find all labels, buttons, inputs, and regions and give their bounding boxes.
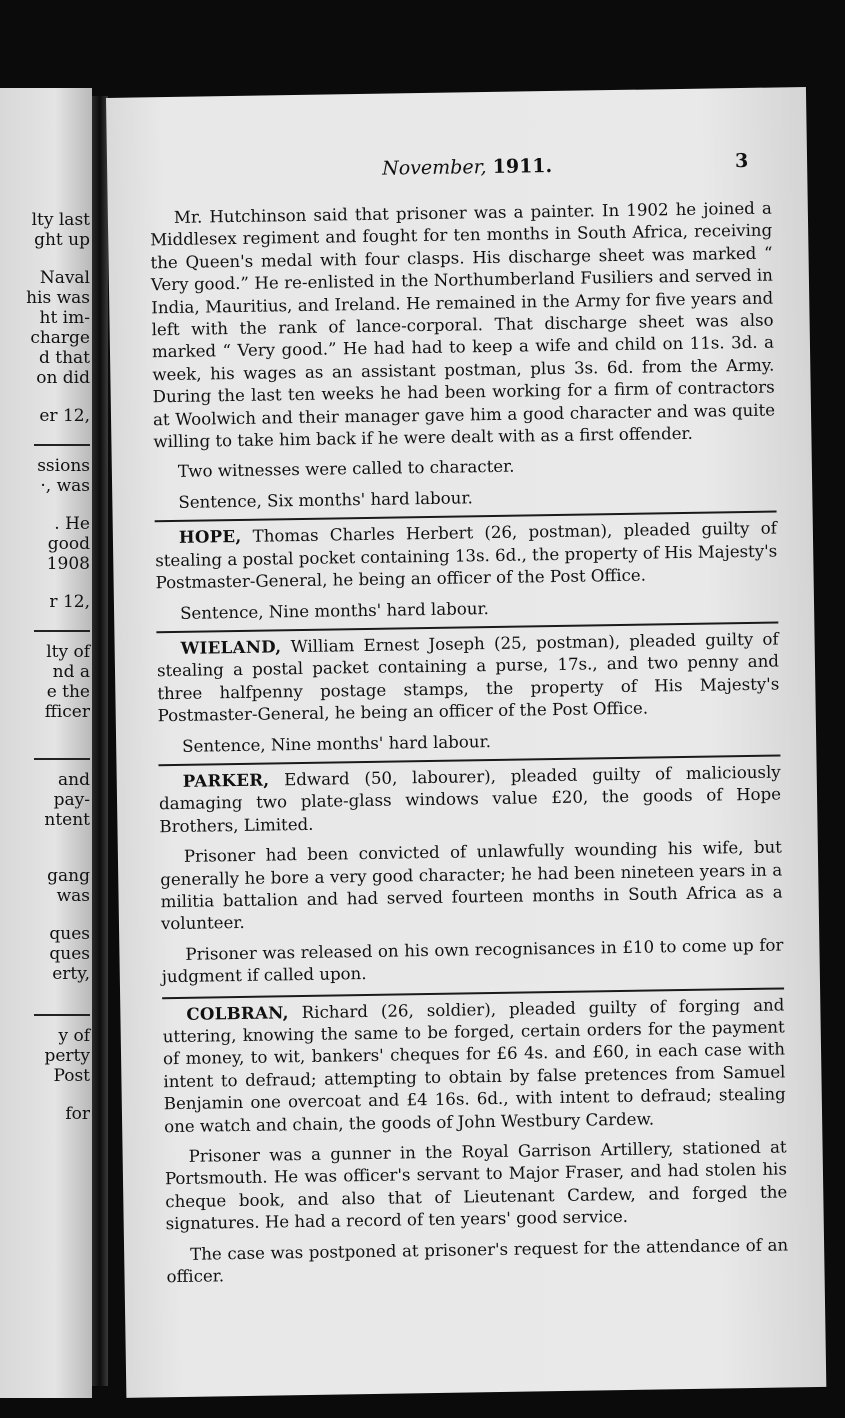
defendant-name: HOPE, <box>178 526 242 548</box>
defendant-name: WIELAND, <box>180 636 282 658</box>
left-rule <box>34 630 90 632</box>
case-paragraph <box>159 760 782 838</box>
left-line: r 12, <box>49 592 90 612</box>
sentence-line: Sentence, Nine months' hard labour. <box>182 731 492 756</box>
main-page <box>106 87 826 1398</box>
case-entry-hope <box>155 511 779 625</box>
header-year: 1911. <box>492 155 553 178</box>
header-month: November, <box>381 156 487 180</box>
left-line: 1908 <box>46 554 90 574</box>
case-paragraph: Prisoner had been convicted of unlawfully wounding his wife, but generally he bore a very good character; he had been nineteen years in a militia battalion and had served fourteen months in South Africa as a volunteer. <box>160 837 783 934</box>
case-paragraph <box>156 627 779 727</box>
defendant-name: PARKER, <box>182 769 270 791</box>
left-line: ntent <box>44 810 90 830</box>
case-paragraph: Prisoner was a gunner in the Royal Garrison Artillery, stationed at Portsmouth. He was officer's servant to Major Fraser, and had stolen his cheque book, and also that of Lieutenant Cardew, and forged the signatures. He had a record of ten years' good service. <box>164 1137 788 1234</box>
left-line: perty <box>44 1046 90 1066</box>
case-entry-wieland <box>156 621 780 758</box>
left-line: fficer <box>44 702 90 722</box>
left-page-fragment <box>26 210 90 1124</box>
left-line: ht im- <box>39 308 90 328</box>
left-line: ·, was <box>40 476 90 496</box>
case-text: Thomas Charles Herbert (26, postman), pleaded guilty of stealing a postal pocket containing 13s. 6d., the property of His Majesty's Postmaster-General, he being an officer of the Post Office. <box>155 518 778 593</box>
page-date <box>382 155 552 180</box>
left-line: and <box>58 770 90 790</box>
left-line: Naval <box>39 268 90 288</box>
page-number: 3 <box>734 149 749 173</box>
intro-paragraph: Two witnesses were called to character. <box>177 457 515 482</box>
left-line: charge <box>30 328 90 348</box>
left-line: on did <box>36 368 90 388</box>
left-line: his was <box>26 288 90 308</box>
left-line: d that <box>38 348 90 368</box>
left-line: . He <box>54 514 90 534</box>
left-line: lty of <box>46 642 90 662</box>
case-paragraph <box>155 517 778 595</box>
left-line: ques <box>49 944 90 964</box>
case-text: Edward (50, labourer), pleaded guilty of maliciously damaging two plate-glass windows value £20, the goods of Hope Brothers, Limited. <box>158 762 782 836</box>
case-entry-parker <box>158 754 783 988</box>
left-rule <box>34 1014 90 1016</box>
sentence-line: Sentence, Six months' hard labour. <box>178 488 473 512</box>
left-line: er 12, <box>39 406 90 426</box>
left-line: good <box>47 534 90 554</box>
case-entry-colbran <box>162 987 789 1289</box>
left-line: e the <box>46 682 90 702</box>
left-line: lty last <box>31 210 90 230</box>
left-line: gang <box>47 866 90 886</box>
case-paragraph: Prisoner was released on his own recognisances in £10 to come up for judgment if called upon. <box>161 935 784 987</box>
left-line: ssions <box>37 456 90 476</box>
book-gutter <box>92 96 108 1386</box>
left-line: Post <box>53 1066 90 1086</box>
page-header <box>107 151 807 186</box>
case-paragraph <box>162 993 786 1138</box>
left-line: was <box>56 886 90 906</box>
case-text: Richard (26, soldier), pleaded guilty of forging and uttering, knowing the same to be forged, certain orders for the payment of money, to wit, bankers' cheques for £6 4s. and £60, in each case with intent to defraud; attempting to obtain by false pretences from Samuel Benjamin one overcoat and £4 16s. 6d., with intent to defraud; stealing one watch and chain, the goods of John Westbury Cardew. <box>162 995 786 1136</box>
left-line: pay- <box>53 790 90 810</box>
sentence-line: Sentence, Nine months' hard labour. <box>179 598 489 623</box>
defendant-name: COLBRAN, <box>186 1001 289 1024</box>
left-rule <box>34 444 90 446</box>
left-rule <box>34 758 90 760</box>
case-paragraph: The case was postponed at prisoner's request for the attendance of an officer. <box>166 1235 789 1287</box>
left-line: nd a <box>52 662 90 682</box>
left-line: for <box>65 1104 90 1124</box>
left-facing-page <box>0 88 92 1398</box>
left-line: erty, <box>52 964 90 984</box>
intro-paragraph: Mr. Hutchinson said that prisoner was a painter. In 1902 he joined a Middlesex regiment and fought for ten months in South Africa, receiving the Queen's medal with four clasps. His discharge sheet was marked “ Very good.” He re-enlisted in the Northumberland Fusiliers and served in India, Mauritius, and Ireland. He remained in the Army for five years and left with the rank of lance-corporal. That discharge sheet was also marked “ Very good.” He had had to keep a wife and child on 11s. 3d. a week, his wages as an assistant postman, plus 3s. 6d. from the Army. During the last ten weeks he had been working for a firm of contractors at Woolwich and their manager gave him a good character and was quite willing to take him back if he were dealt with as a first offender. <box>150 198 776 452</box>
left-line: ght up <box>34 230 90 250</box>
case-text: William Ernest Joseph (25, postman), pleaded guilty of stealing a postal packet containing a purse, 17s., and two penny and three halfpenny postage stamps, the property of His Majesty's Postmaster-General, he being an officer of the Post Office. <box>156 629 780 726</box>
left-line: ques <box>49 924 90 944</box>
left-line: y of <box>58 1026 90 1046</box>
page-body <box>150 198 789 1297</box>
